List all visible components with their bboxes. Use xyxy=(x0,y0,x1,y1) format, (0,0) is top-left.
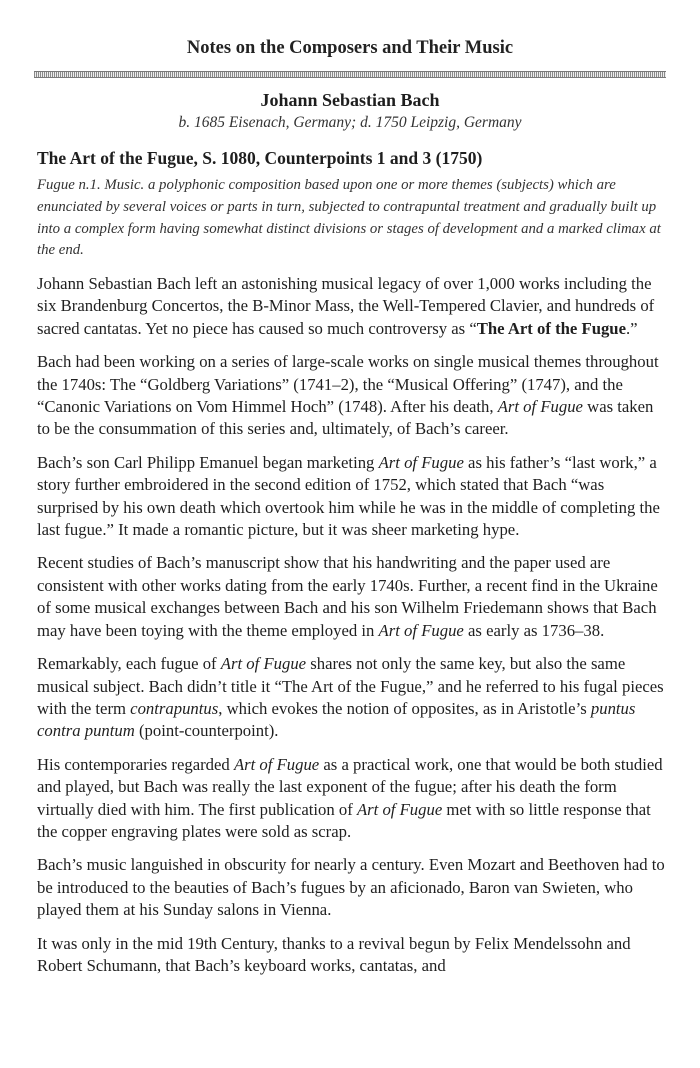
body-paragraph xyxy=(37,933,667,978)
text-run: Bach had been working on a series of large-scale works on single musical themes throughout the 1740s: The “Goldberg Variations” (1741–2), the “Musical Offering” (1747), and the “Canonic Variations on Vom Himmel Hoch” (1748). After his death, xyxy=(37,352,659,417)
body-paragraph xyxy=(37,351,667,441)
composer-dates: b. 1685 Eisenach, Germany; d. 1750 Leipzig, Germany xyxy=(178,114,522,131)
text-run: as his father’s “last work,” a story further embroidered in the second edition of 1752, which stated that Bach “was surprised by his own death which overtook him while he was in the middle of completing the last fugue.” It made a romantic picture, but it was sheer marketing hype. xyxy=(37,452,660,540)
italic-text: Art of Fugue xyxy=(378,452,464,472)
text-run: It was only in the mid 19th Century, thanks to a revival begun by Felix Mendelssohn and Robert Schumann, that Bach’s keyboard works, cantatas, and xyxy=(37,933,631,975)
text-run: Recent studies of Bach’s manuscript show that his handwriting and the paper used are consistent with other works dating from the early 1740s. Further, a recent find in the Ukraine of some musical exchanges between Bach and his son Wilhelm Friedemann shows that Bach may have been toying with the theme employed in xyxy=(37,553,658,640)
italic-text: Art of Fugue xyxy=(233,754,320,774)
fugue-definition: Fugue n.1. Music. a polyphonic composition based upon one or more themes (subjects) which are enunciated by several voices or parts in turn, subjected to contrapuntal treatment and gradually built up into a complex form having somewhat distinct divisions or stages of development and a marked climax at the end. xyxy=(37,177,661,259)
bold-text: The Art of the Fugue xyxy=(476,318,626,338)
text-run: Johann Sebastian Bach left an astonishing musical legacy of over 1,000 works including the six Brandenburg Concertos, the B-Minor Mass, the Well-Tempered Clavier, and hundreds of sacred cantatas. Yet no piece has caused so much controversy as “ xyxy=(37,274,655,338)
text-run: met with so little response that the copper engraving plates were sold as scrap. xyxy=(37,799,651,841)
text-run: , which evokes the notion of opposites, as in Aristotle’s xyxy=(218,698,591,718)
body-paragraph xyxy=(37,273,667,340)
italic-text: Art of Fugue xyxy=(220,654,307,674)
header-rule xyxy=(34,71,666,78)
running-header: Notes on the Composers and Their Music xyxy=(186,38,514,58)
body-paragraph xyxy=(37,552,667,642)
text-run: as a practical work, one that would be both studied and played, but Bach was really the last exponent of the fugue; after his death the form virtually died with him. The first publication of xyxy=(37,754,663,819)
italic-text: Art of Fugue xyxy=(497,397,583,417)
italic-text: contrapuntus xyxy=(130,698,219,718)
italic-text: Art of Fugue xyxy=(378,620,464,640)
text-run: Remarkably, each fugue of xyxy=(37,654,221,674)
text-run: Bach’s son Carl Philipp Emanuel began marketing xyxy=(37,452,379,472)
composer-name: Johann Sebastian Bach xyxy=(260,90,440,110)
text-run: shares not only the same key, but also the same musical subject. Bach didn’t title it “The Art of the Fugue,” and he referred to his fugal pieces with the term xyxy=(37,654,664,718)
body-paragraph xyxy=(37,452,667,542)
body-paragraph xyxy=(37,854,667,921)
text-run: was taken to be the consummation of this series and, ultimately, of Bach’s career. xyxy=(37,397,654,439)
text-run: Bach’s music languished in obscurity for nearly a century. Even Mozart and Beethoven had to be introduced to the beauties of Bach’s fugues by an aficionado, Baron van Swieten, who played them at his Sunday salons in Vienna. xyxy=(37,855,665,920)
text-run: .” xyxy=(626,318,638,338)
body-paragraph xyxy=(37,653,667,743)
text-run: as early as 1736–38. xyxy=(463,620,605,640)
work-title: The Art of the Fugue, S. 1080, Counterpoints 1 and 3 (1750) xyxy=(37,148,483,168)
italic-text: puntus contra puntum xyxy=(37,698,636,741)
italic-text: Art of Fugue xyxy=(356,799,443,819)
text-run: His contemporaries regarded xyxy=(37,754,234,774)
article-body xyxy=(37,273,667,988)
body-paragraph xyxy=(37,754,667,844)
text-run: (point-counterpoint). xyxy=(134,721,279,741)
